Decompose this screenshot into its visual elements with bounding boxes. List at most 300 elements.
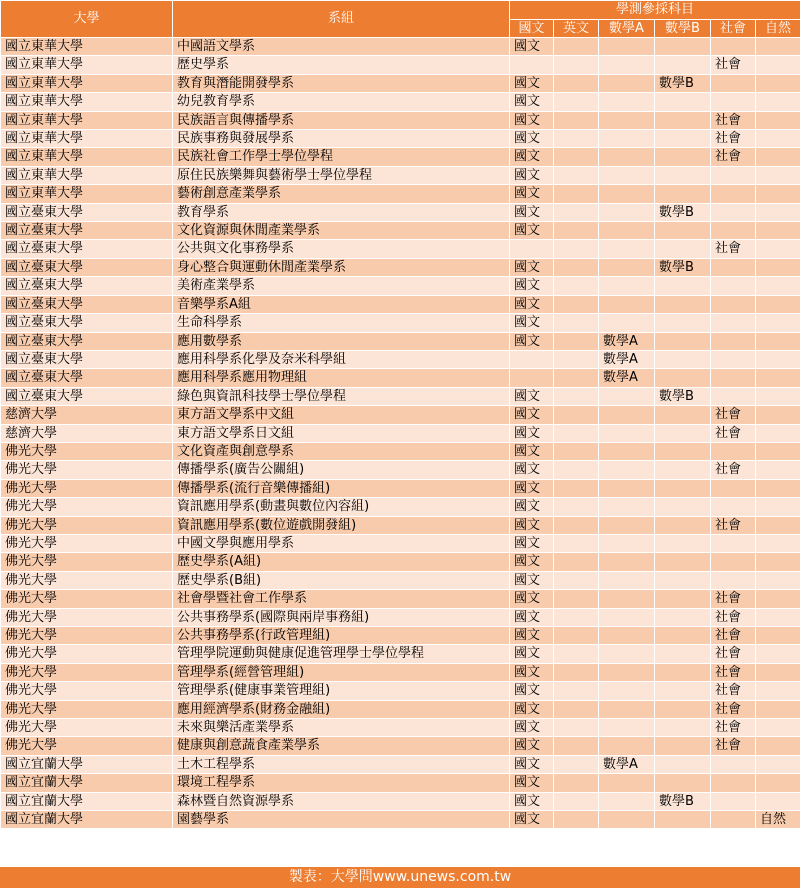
table-row [1, 792, 800, 810]
cell-subject-math-b [655, 553, 711, 571]
cell-department: 教育與潛能開發學系 [173, 74, 510, 92]
table-row [1, 645, 800, 663]
cell-university: 佛光大學 [1, 645, 173, 663]
cell-department: 社會學暨社會工作學系 [173, 590, 510, 608]
cell-subject-chinese: 國文 [510, 332, 554, 350]
cell-subject-english [554, 627, 599, 645]
cell-university: 佛光大學 [1, 571, 173, 589]
table-row [1, 148, 800, 166]
cell-university: 佛光大學 [1, 663, 173, 681]
cell-subject-social [711, 479, 756, 497]
cell-subject-math-a [599, 442, 655, 460]
table-row [1, 534, 800, 552]
cell-subject-math-a [599, 203, 655, 221]
table-row [1, 811, 800, 829]
cell-subject-science [756, 424, 800, 442]
cell-department: 藝術創意產業學系 [173, 185, 510, 203]
cell-subject-social [711, 534, 756, 552]
cell-subject-math-a [599, 295, 655, 313]
cell-department: 文化資產與創意學系 [173, 442, 510, 460]
table-row [1, 553, 800, 571]
cell-subject-science [756, 185, 800, 203]
cell-subject-math-b [655, 222, 711, 240]
cell-subject-english [554, 700, 599, 718]
cell-subject-science [756, 774, 800, 792]
cell-university: 國立東華大學 [1, 130, 173, 148]
cell-subject-chinese: 國文 [510, 314, 554, 332]
cell-subject-chinese: 國文 [510, 74, 554, 92]
cell-subject-science [756, 663, 800, 681]
table-row [1, 719, 800, 737]
cell-subject-english [554, 166, 599, 184]
header-subject-math-b: 數學B [655, 20, 711, 38]
cell-subject-math-b [655, 755, 711, 773]
cell-subject-math-b [655, 534, 711, 552]
cell-subject-social [711, 387, 756, 405]
table-row [1, 516, 800, 534]
cell-subject-math-a [599, 663, 655, 681]
cell-subject-english [554, 56, 599, 74]
cell-subject-social: 社會 [711, 406, 756, 424]
cell-subject-science [756, 571, 800, 589]
table-row [1, 774, 800, 792]
cell-department: 民族語言與傳播學系 [173, 111, 510, 129]
cell-university: 國立臺東大學 [1, 277, 173, 295]
cell-subject-math-b [655, 406, 711, 424]
cell-subject-math-a [599, 590, 655, 608]
cell-department: 綠色與資訊科技學士學位學程 [173, 387, 510, 405]
cell-university: 國立臺東大學 [1, 203, 173, 221]
cell-subject-chinese: 國文 [510, 811, 554, 829]
cell-department: 應用經濟學系(財務金融組) [173, 700, 510, 718]
cell-subject-social: 社會 [711, 700, 756, 718]
table-row [1, 755, 800, 773]
cell-subject-math-a [599, 571, 655, 589]
cell-subject-math-a [599, 111, 655, 129]
cell-university: 國立東華大學 [1, 111, 173, 129]
cell-subject-math-a [599, 461, 655, 479]
cell-subject-science [756, 755, 800, 773]
header-subjects-group: 學測參採科目 [510, 1, 800, 20]
cell-subject-chinese: 國文 [510, 130, 554, 148]
cell-subject-science [756, 93, 800, 111]
cell-subject-math-b [655, 332, 711, 350]
cell-subject-social [711, 277, 756, 295]
cell-subject-chinese: 國文 [510, 700, 554, 718]
cell-department: 公共與文化事務學系 [173, 240, 510, 258]
cell-university: 國立東華大學 [1, 148, 173, 166]
cell-subject-social [711, 203, 756, 221]
cell-subject-social [711, 553, 756, 571]
table-row [1, 240, 800, 258]
cell-subject-math-b: 數學B [655, 792, 711, 810]
cell-subject-science [756, 627, 800, 645]
cell-department: 傳播學系(流行音樂傳播組) [173, 479, 510, 497]
cell-subject-chinese: 國文 [510, 295, 554, 313]
cell-subject-math-b [655, 571, 711, 589]
cell-university: 佛光大學 [1, 719, 173, 737]
cell-subject-science [756, 111, 800, 129]
table-row [1, 166, 800, 184]
cell-subject-chinese: 國文 [510, 627, 554, 645]
cell-subject-science [756, 608, 800, 626]
cell-university: 國立東華大學 [1, 56, 173, 74]
cell-subject-science [756, 406, 800, 424]
cell-subject-math-b [655, 516, 711, 534]
table-row [1, 74, 800, 92]
cell-department: 資訊應用學系(數位遊戲開發組) [173, 516, 510, 534]
cell-subject-math-b: 數學B [655, 74, 711, 92]
table-row [1, 424, 800, 442]
header-subject-chinese: 國文 [510, 20, 554, 38]
cell-subject-chinese [510, 56, 554, 74]
table-row [1, 56, 800, 74]
cell-subject-chinese: 國文 [510, 258, 554, 276]
cell-subject-chinese: 國文 [510, 663, 554, 681]
cell-department: 中國文學與應用學系 [173, 534, 510, 552]
cell-subject-math-a [599, 222, 655, 240]
cell-department: 幼兒教育學系 [173, 93, 510, 111]
cell-subject-english [554, 387, 599, 405]
cell-subject-english [554, 719, 599, 737]
cell-subject-science [756, 203, 800, 221]
cell-subject-chinese: 國文 [510, 424, 554, 442]
cell-department: 園藝學系 [173, 811, 510, 829]
cell-subject-social [711, 222, 756, 240]
table-row [1, 590, 800, 608]
cell-subject-social [711, 755, 756, 773]
table-row [1, 93, 800, 111]
cell-subject-math-a [599, 277, 655, 295]
cell-university: 國立東華大學 [1, 38, 173, 56]
cell-university: 國立臺東大學 [1, 332, 173, 350]
cell-subject-math-b [655, 38, 711, 56]
table-row [1, 258, 800, 276]
cell-subject-chinese: 國文 [510, 461, 554, 479]
cell-subject-social: 社會 [711, 56, 756, 74]
cell-subject-english [554, 571, 599, 589]
cell-subject-math-a: 數學A [599, 332, 655, 350]
cell-department: 美術產業學系 [173, 277, 510, 295]
header-subject-math-a: 數學A [599, 20, 655, 38]
cell-subject-chinese: 國文 [510, 93, 554, 111]
cell-subject-english [554, 663, 599, 681]
cell-subject-math-b [655, 277, 711, 295]
cell-university: 國立臺東大學 [1, 222, 173, 240]
table-row [1, 369, 800, 387]
table-row [1, 498, 800, 516]
cell-department: 土木工程學系 [173, 755, 510, 773]
cell-department: 資訊應用學系(動畫與數位內容組) [173, 498, 510, 516]
cell-subject-chinese: 國文 [510, 203, 554, 221]
cell-subject-science [756, 314, 800, 332]
table-row [1, 295, 800, 313]
table-row [1, 461, 800, 479]
cell-subject-social [711, 295, 756, 313]
cell-subject-social [711, 258, 756, 276]
cell-subject-chinese: 國文 [510, 442, 554, 460]
cell-department: 森林暨自然資源學系 [173, 792, 510, 810]
cell-subject-math-b [655, 442, 711, 460]
cell-subject-english [554, 130, 599, 148]
cell-subject-english [554, 534, 599, 552]
cell-subject-chinese: 國文 [510, 553, 554, 571]
cell-subject-math-b [655, 608, 711, 626]
cell-university: 國立宜蘭大學 [1, 774, 173, 792]
cell-subject-math-a [599, 314, 655, 332]
cell-subject-chinese: 國文 [510, 737, 554, 755]
cell-university: 國立臺東大學 [1, 369, 173, 387]
cell-university: 佛光大學 [1, 737, 173, 755]
cell-subject-science [756, 479, 800, 497]
table-row [1, 38, 800, 56]
cell-subject-math-a [599, 700, 655, 718]
cell-subject-math-a: 數學A [599, 350, 655, 368]
cell-subject-science [756, 38, 800, 56]
table-row [1, 700, 800, 718]
cell-subject-math-a [599, 38, 655, 56]
cell-university: 國立臺東大學 [1, 314, 173, 332]
cell-university: 國立宜蘭大學 [1, 792, 173, 810]
cell-university: 國立臺東大學 [1, 295, 173, 313]
cell-subject-social: 社會 [711, 682, 756, 700]
cell-subject-math-b [655, 369, 711, 387]
cell-department: 管理學系(經營管理組) [173, 663, 510, 681]
cell-subject-chinese: 國文 [510, 755, 554, 773]
cell-subject-social [711, 93, 756, 111]
cell-subject-english [554, 811, 599, 829]
cell-subject-science [756, 553, 800, 571]
table-row [1, 479, 800, 497]
cell-subject-social: 社會 [711, 424, 756, 442]
table-row [1, 387, 800, 405]
cell-subject-english [554, 406, 599, 424]
cell-subject-math-b: 數學B [655, 258, 711, 276]
cell-subject-math-a [599, 645, 655, 663]
cell-subject-chinese [510, 369, 554, 387]
cell-university: 佛光大學 [1, 627, 173, 645]
cell-subject-math-b [655, 645, 711, 663]
table-row [1, 442, 800, 460]
cell-university: 國立臺東大學 [1, 350, 173, 368]
cell-subject-math-a [599, 74, 655, 92]
cell-subject-science [756, 461, 800, 479]
cell-subject-science [756, 130, 800, 148]
cell-subject-math-b [655, 811, 711, 829]
cell-subject-math-b: 數學B [655, 387, 711, 405]
cell-subject-social: 社會 [711, 590, 756, 608]
table-row [1, 350, 800, 368]
cell-subject-social: 社會 [711, 608, 756, 626]
cell-subject-math-b: 數學B [655, 203, 711, 221]
cell-subject-math-a [599, 737, 655, 755]
cell-department: 環境工程學系 [173, 774, 510, 792]
cell-subject-math-b [655, 498, 711, 516]
cell-university: 佛光大學 [1, 553, 173, 571]
cell-subject-social [711, 498, 756, 516]
cell-department: 歷史學系(B組) [173, 571, 510, 589]
cell-subject-english [554, 222, 599, 240]
cell-subject-english [554, 111, 599, 129]
cell-subject-math-b [655, 350, 711, 368]
table-credit-footer: 製表：大學問www.unews.com.tw [0, 867, 800, 888]
cell-university: 佛光大學 [1, 608, 173, 626]
cell-subject-math-b [655, 130, 711, 148]
cell-subject-math-a [599, 148, 655, 166]
table-row [1, 608, 800, 626]
cell-department: 健康與創意蔬食產業學系 [173, 737, 510, 755]
cell-subject-math-a [599, 811, 655, 829]
cell-subject-english [554, 350, 599, 368]
table-row [1, 627, 800, 645]
cell-department: 中國語文學系 [173, 38, 510, 56]
cell-subject-chinese: 國文 [510, 682, 554, 700]
cell-subject-science [756, 682, 800, 700]
cell-subject-english [554, 240, 599, 258]
cell-subject-science [756, 590, 800, 608]
cell-subject-english [554, 608, 599, 626]
cell-department: 東方語文學系日文組 [173, 424, 510, 442]
cell-university: 佛光大學 [1, 479, 173, 497]
cell-department: 公共事務學系(國際與兩岸事務組) [173, 608, 510, 626]
cell-subject-social [711, 811, 756, 829]
cell-subject-social: 社會 [711, 627, 756, 645]
cell-department: 民族社會工作學士學位學程 [173, 148, 510, 166]
header-subject-science: 自然 [756, 20, 800, 38]
cell-subject-math-a [599, 553, 655, 571]
cell-subject-math-b [655, 461, 711, 479]
cell-subject-math-b [655, 590, 711, 608]
cell-university: 慈濟大學 [1, 424, 173, 442]
cell-university: 國立東華大學 [1, 166, 173, 184]
cell-subject-english [554, 590, 599, 608]
cell-subject-math-a [599, 627, 655, 645]
cell-subject-math-b [655, 682, 711, 700]
cell-university: 國立臺東大學 [1, 240, 173, 258]
cell-subject-math-b [655, 663, 711, 681]
cell-subject-math-b [655, 627, 711, 645]
cell-subject-chinese: 國文 [510, 387, 554, 405]
cell-subject-english [554, 774, 599, 792]
cell-subject-chinese: 國文 [510, 498, 554, 516]
cell-department: 應用科學系應用物理組 [173, 369, 510, 387]
cell-subject-chinese: 國文 [510, 406, 554, 424]
cell-university: 慈濟大學 [1, 406, 173, 424]
cell-subject-chinese: 國文 [510, 38, 554, 56]
cell-subject-math-a [599, 93, 655, 111]
cell-subject-science [756, 74, 800, 92]
header-university: 大學 [1, 1, 173, 38]
cell-subject-english [554, 498, 599, 516]
cell-subject-chinese [510, 350, 554, 368]
cell-subject-social: 社會 [711, 130, 756, 148]
cell-subject-science [756, 350, 800, 368]
cell-subject-english [554, 38, 599, 56]
cell-subject-social [711, 185, 756, 203]
cell-subject-science [756, 166, 800, 184]
cell-subject-social: 社會 [711, 516, 756, 534]
cell-department: 生命科學系 [173, 314, 510, 332]
cell-subject-chinese: 國文 [510, 166, 554, 184]
cell-subject-math-a [599, 406, 655, 424]
cell-subject-social: 社會 [711, 461, 756, 479]
cell-subject-science [756, 700, 800, 718]
table-row [1, 314, 800, 332]
cell-university: 佛光大學 [1, 534, 173, 552]
cell-department: 未來與樂活產業學系 [173, 719, 510, 737]
cell-subject-math-a [599, 166, 655, 184]
cell-subject-chinese: 國文 [510, 792, 554, 810]
cell-subject-science [756, 258, 800, 276]
cell-subject-chinese: 國文 [510, 719, 554, 737]
header-department: 系組 [173, 1, 510, 38]
cell-subject-science [756, 295, 800, 313]
cell-university: 佛光大學 [1, 700, 173, 718]
cell-subject-math-b [655, 185, 711, 203]
cell-subject-science [756, 792, 800, 810]
cell-subject-math-b [655, 166, 711, 184]
cell-subject-math-b [655, 148, 711, 166]
cell-subject-math-a: 數學A [599, 755, 655, 773]
cell-subject-math-b [655, 56, 711, 74]
cell-subject-english [554, 277, 599, 295]
cell-subject-english [554, 424, 599, 442]
cell-subject-chinese: 國文 [510, 185, 554, 203]
cell-university: 國立臺東大學 [1, 258, 173, 276]
table-row [1, 130, 800, 148]
cell-subject-social [711, 314, 756, 332]
header-subject-social: 社會 [711, 20, 756, 38]
cell-subject-chinese: 國文 [510, 608, 554, 626]
cell-subject-science [756, 387, 800, 405]
cell-department: 身心整合與運動休閒產業學系 [173, 258, 510, 276]
cell-subject-math-b [655, 774, 711, 792]
cell-department: 管理學系(健康事業管理組) [173, 682, 510, 700]
table-row [1, 111, 800, 129]
cell-subject-math-a [599, 240, 655, 258]
cell-subject-math-a [599, 608, 655, 626]
cell-subject-math-b [655, 295, 711, 313]
cell-subject-science [756, 277, 800, 295]
cell-subject-math-b [655, 700, 711, 718]
cell-subject-math-a [599, 479, 655, 497]
cell-subject-social [711, 332, 756, 350]
cell-subject-english [554, 737, 599, 755]
cell-university: 佛光大學 [1, 682, 173, 700]
cell-department: 歷史學系(A組) [173, 553, 510, 571]
cell-subject-math-b [655, 737, 711, 755]
cell-subject-science [756, 56, 800, 74]
cell-subject-math-b [655, 111, 711, 129]
cell-subject-chinese [510, 240, 554, 258]
cell-subject-math-a [599, 258, 655, 276]
table-row [1, 203, 800, 221]
cell-subject-social [711, 774, 756, 792]
table-row [1, 737, 800, 755]
cell-subject-chinese: 國文 [510, 534, 554, 552]
cell-subject-english [554, 185, 599, 203]
cell-subject-chinese: 國文 [510, 571, 554, 589]
cell-subject-social: 社會 [711, 719, 756, 737]
cell-subject-math-b [655, 479, 711, 497]
cell-subject-science [756, 498, 800, 516]
cell-subject-math-b [655, 719, 711, 737]
cell-subject-science [756, 222, 800, 240]
cell-subject-english [554, 553, 599, 571]
cell-subject-english [554, 479, 599, 497]
cell-subject-english [554, 442, 599, 460]
cell-subject-math-a [599, 719, 655, 737]
